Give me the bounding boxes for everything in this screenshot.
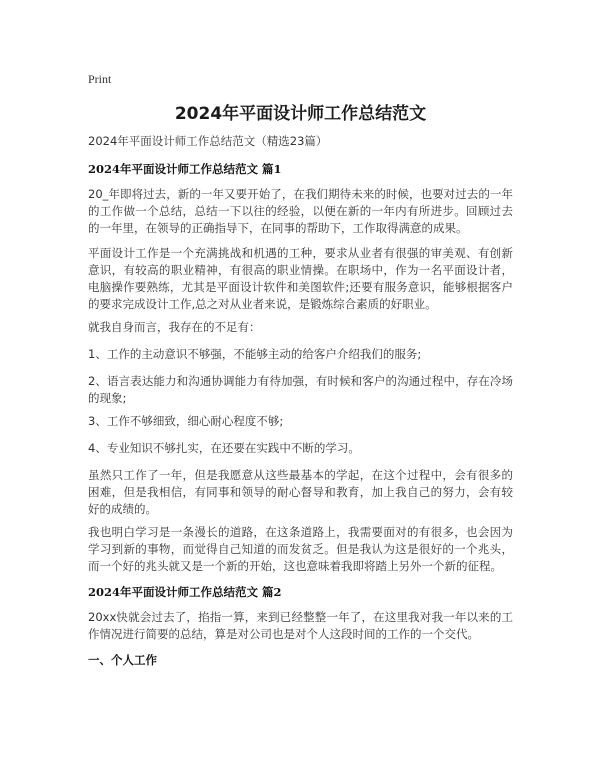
section-heading-1: 2024年平面设计师工作总结范文 篇1 xyxy=(88,162,282,176)
paragraph: 平面设计工作是一个充满挑战和机遇的工种，要求从业者有很强的审美观、有创新意识，有较高的职业精神，有很高的职业情操。在职场中，作为一名平面设计者，电脑操作要熟练，尤其是平面设计软件和美图软件;还要有服务意识，能够根据客户的要求完成设计工作,总之对从业者来说，是锻炼综合素质的好职业。 xyxy=(88,246,513,311)
list-item: 4、专业知识不够扎实，在还要在实践中不断的学习。 xyxy=(88,441,360,455)
paragraph: 20_年即将过去，新的一年又要开始了，在我们期待未来的时候，也要对过去的一年的工作做一个总结，总结一下以往的经验，以便在新的一年内有所进步。回顾过去的一年里，在领导的正确指导下，在同事的帮助下，工作取得满意的成果。 xyxy=(88,187,513,235)
list-item: 3、工作不够细致，细心耐心程度不够; xyxy=(88,414,284,428)
paragraph: 我也明白学习是一条漫长的道路，在这条道路上，我需要面对的有很多，也会因为学习到新的事物，而觉得自己知道的而发贫乏。但是我认为这是很好的一个兆头，而一个好的兆头就又是一个新的开始，这也意味着我即将踏上另外一个新的征程。 xyxy=(88,525,513,573)
section-heading-2: 2024年平面设计师工作总结范文 篇2 xyxy=(88,585,282,599)
subsection-heading: 一、个人工作 xyxy=(88,653,157,667)
document-title: 2024年平面设计师工作总结范文 xyxy=(174,104,427,124)
document-subtitle: 2024年平面设计师工作总结范文（精选23篇） xyxy=(88,134,328,148)
paragraph: 20xx快就会过去了，掐指一算，来到已经整整一年了，在这里我对我一年以来的工作情况进行简要的总结，算是对公司也是对个人这段时间的工作的一个交代。 xyxy=(88,610,513,641)
list-item: 2、语言表达能力和沟通协调能力有待加强，有时候和客户的沟通过程中，存在冷场的现象; xyxy=(88,374,513,405)
paragraph: 就我自身而言，我存在的不足有： xyxy=(88,320,261,334)
paragraph: 虽然只工作了一年，但是我愿意从这些最基本的学起，在这个过程中，会有很多的困难，但是我相信，有同事和领导的耐心督导和教育，加上我自己的努力，会有较好的成绩的。 xyxy=(88,468,513,516)
print-link[interactable]: Print xyxy=(88,72,112,86)
list-item: 1、工作的主动意识不够强，不能够主动的给客户介绍我们的服务; xyxy=(88,347,422,361)
